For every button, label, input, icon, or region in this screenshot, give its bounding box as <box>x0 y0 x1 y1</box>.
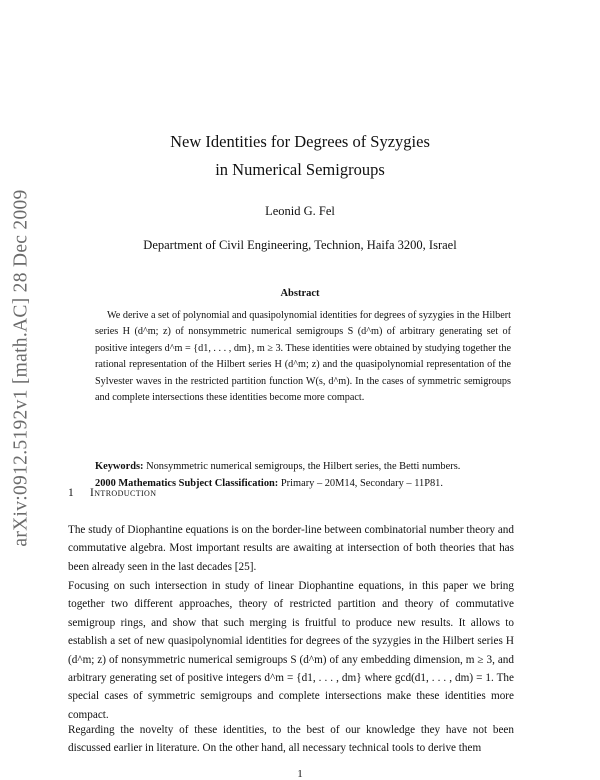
intro-paragraph-3: Regarding the novelty of these identities, to the best of our knowledge they have not been discussed earlier in literature. On the other hand, all necessary technical tools to derive them <box>68 724 514 755</box>
arxiv-stamp <box>10 176 34 560</box>
msc-line <box>95 478 525 489</box>
msc-text: Primary – 20M14, Secondary – 11P81. <box>280 478 443 489</box>
keywords-text: Nonsymmetric numerical semigroups, the Hilbert series, the Betti numbers. <box>146 461 461 472</box>
page-number: 1 <box>297 768 303 780</box>
paper-title-line-2: in Numerical Semigroups <box>215 160 385 179</box>
abstract-text: We derive a set of polynomial and quasipolynomial identities for degrees of syzygies in the Hilbert series H (d^m; z) of nonsymmetric numerical semigroups S (d^m) of arbitrary generating set of positive integers d^m = {d1, . . . , dm}, m ≥ 3. These identities were obtained by studying together the rational representation of the Hilbert series H (d^m; z) and the quasipolynomial representation of the Sylvester waves in the restricted partition function W(s, d^m). In the cases of symmetric semigroups and complete intersections these identities become more compact. <box>95 310 511 404</box>
msc-label: 2000 Mathematics Subject Classification: <box>95 478 279 489</box>
paper-title-line-1: New Identities for Degrees of Syzygies <box>170 132 430 151</box>
keywords-label: Keywords: <box>95 461 144 472</box>
section-title: Introduction <box>90 487 157 499</box>
section-number: 1 <box>68 487 74 499</box>
arxiv-stamp-text: arXiv:0912.5192v1 [math.AC] 28 Dec 2009 <box>11 189 33 547</box>
keywords-line <box>95 461 525 472</box>
section-heading <box>68 487 156 499</box>
intro-paragraph-2: Focusing on such intersection in study of linear Diophantine equations, in this paper we bring together two different approaches, theory of restricted partition and theory of commutative semigroup rings, and show that such merging is fruitful to produce new results. It allows to establish a set of new quasipolynomial identities for degrees of the syzygies in the Hilbert series H (d^m; z) of nonsymmetric numerical semigroups S (d^m) of any embedding dimension, m ≥ 3, and arbitrary generating set of positive integers d^m = {d1, . . . , dm} where gcd(d1, . . . , dm) = 1. The special cases of symmetric semigroups and complete intersections make these identities more compact. <box>68 580 514 721</box>
abstract-heading: Abstract <box>280 288 320 299</box>
author-name: Leonid G. Fel <box>265 204 335 218</box>
intro-paragraph-1: The study of Diophantine equations is on the border-line between combinatorial number theory and commutative algebra. Most important results are awaiting at intersection of both theories that has been already seen in the last decades [25]. <box>68 524 514 573</box>
author-affiliation: Department of Civil Engineering, Technion, Haifa 3200, Israel <box>143 238 457 252</box>
